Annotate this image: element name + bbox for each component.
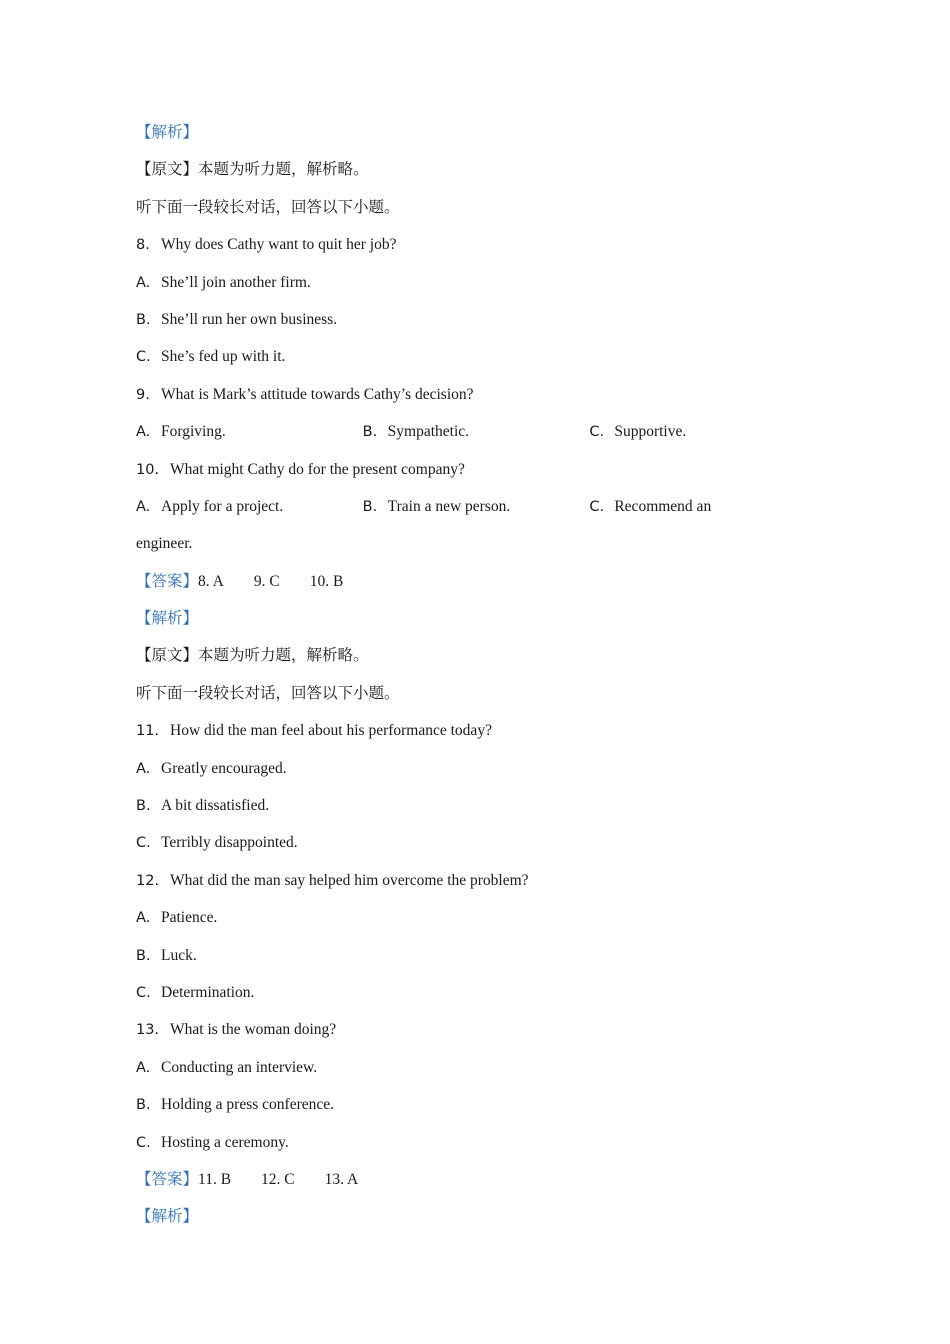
question-number: 9.: [136, 386, 150, 403]
option-continuation: engineer.: [136, 535, 193, 553]
option-b: [136, 941, 816, 978]
source-note: 【原文】本题为听力题，解析略。: [136, 647, 369, 665]
option-text: A bit dissatisfied.: [161, 797, 270, 815]
question-text: What might Cathy do for the present company?: [170, 460, 465, 478]
analysis-heading: 【解析】: [136, 610, 199, 628]
answer-item: 11. B: [198, 1170, 232, 1188]
option-text: Terribly disappointed.: [161, 834, 298, 852]
option-text: Conducting an interview.: [161, 1058, 318, 1076]
option-letter: A.: [136, 760, 151, 777]
option-letter: B.: [136, 1097, 151, 1114]
answer-line: [136, 1165, 816, 1202]
answer-item: 9. C: [253, 572, 280, 590]
option-text: Hosting a ceremony.: [161, 1133, 289, 1151]
question-13: [136, 1015, 816, 1052]
question-text: What did the man say helped him overcome the problem?: [170, 871, 529, 889]
options-row: [136, 492, 816, 529]
instruction: 听下面一段较长对话，回答以下小题。: [136, 198, 400, 216]
option-a: [136, 268, 816, 305]
option-a: [136, 754, 816, 791]
instruction: 听下面一段较长对话，回答以下小题。: [136, 684, 400, 702]
answer-label: 【答案】: [136, 572, 199, 590]
question-text: What is the woman doing?: [170, 1021, 337, 1039]
option-b: [136, 1090, 816, 1127]
option-letter: C.: [589, 424, 605, 441]
answer-item: 10. B: [309, 572, 344, 590]
option-c: [136, 1128, 816, 1165]
option-b: [136, 305, 816, 342]
option-text: Sympathetic.: [387, 423, 470, 441]
question-number: 12.: [136, 872, 160, 889]
option-text: She’s fed up with it.: [161, 348, 286, 366]
option-letter: C.: [136, 984, 151, 1001]
option-c: [136, 978, 816, 1015]
option-text: Patience.: [161, 909, 218, 927]
question-9: [136, 380, 816, 417]
option-letter: B.: [136, 947, 151, 964]
question-12: [136, 866, 816, 903]
option-text: Recommend an: [614, 497, 712, 515]
source-note: 【原文】本题为听力题，解析略。: [136, 161, 369, 179]
option-a: [136, 492, 363, 529]
question-text: Why does Cathy want to quit her job?: [161, 236, 397, 254]
option-b: [363, 492, 590, 529]
question-10: [136, 455, 816, 492]
answer-line: [136, 567, 816, 604]
options-row: [136, 417, 816, 454]
option-text: Train a new person.: [387, 497, 511, 515]
option-letter: B.: [136, 311, 151, 328]
option-text: She’ll run her own business.: [161, 310, 338, 328]
option-letter: B.: [362, 498, 378, 515]
option-letter: A.: [136, 274, 151, 291]
option-letter: A.: [136, 910, 151, 927]
option-letter: C.: [136, 349, 151, 366]
answer-label: 【答案】: [136, 1170, 199, 1188]
option-a: [136, 903, 816, 940]
option-letter: C.: [136, 835, 151, 852]
option-letter: B.: [136, 798, 151, 815]
question-number: 8.: [136, 237, 150, 254]
option-c: [589, 417, 816, 454]
option-letter: C.: [136, 1134, 151, 1151]
option-text: Determination.: [161, 983, 255, 1001]
option-c: [589, 492, 816, 529]
question-text: How did the man feel about his performance today?: [170, 722, 492, 740]
option-c: [136, 828, 816, 865]
option-text: Holding a press conference.: [161, 1096, 335, 1114]
option-text: Supportive.: [614, 423, 687, 441]
option-b: [363, 417, 590, 454]
option-letter: C.: [589, 498, 605, 515]
option-letter: A.: [136, 498, 151, 515]
question-text: What is Mark’s attitude towards Cathy’s decision?: [161, 385, 474, 403]
option-letter: A.: [136, 1059, 151, 1076]
question-11: [136, 716, 816, 753]
question-number: 10.: [136, 461, 160, 478]
option-letter: A.: [136, 424, 151, 441]
option-a: [136, 417, 363, 454]
answer-item: 8. A: [198, 572, 224, 590]
analysis-heading: 【解析】: [136, 1208, 199, 1226]
document-page: [136, 118, 816, 1240]
answer-item: 13. A: [324, 1170, 359, 1188]
option-text: Luck.: [161, 946, 197, 964]
option-text: Apply for a project.: [161, 497, 284, 515]
option-c: [136, 342, 816, 379]
question-8: [136, 230, 816, 267]
option-text: She’ll join another firm.: [161, 273, 311, 291]
option-b: [136, 791, 816, 828]
option-letter: B.: [362, 424, 378, 441]
analysis-heading: 【解析】: [136, 124, 199, 141]
option-text: Forgiving.: [161, 423, 226, 441]
option-a: [136, 1053, 816, 1090]
question-number: 11.: [136, 723, 160, 740]
option-text: Greatly encouraged.: [161, 759, 287, 777]
question-number: 13.: [136, 1022, 160, 1039]
answer-item: 12. C: [261, 1170, 295, 1188]
